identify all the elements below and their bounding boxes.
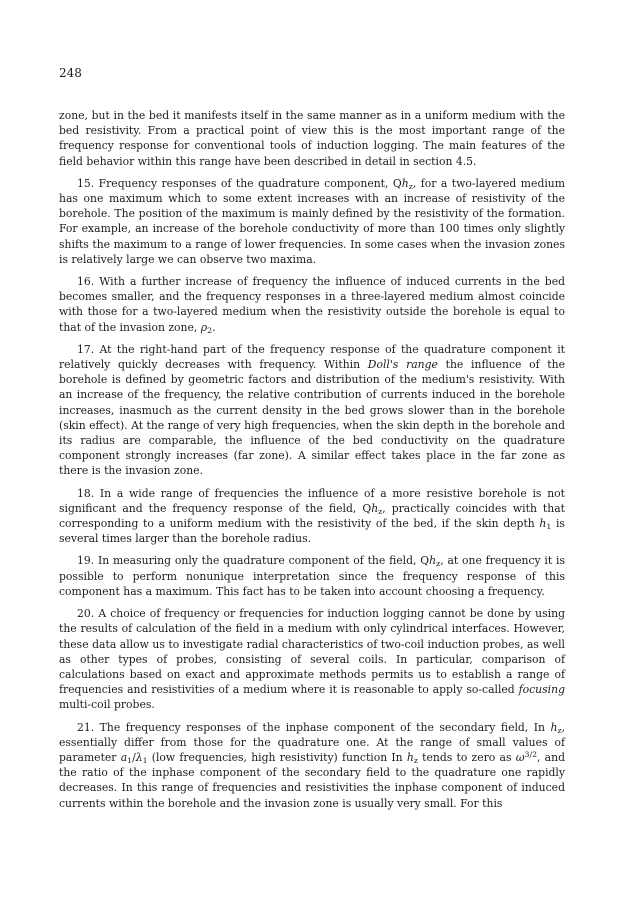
text-run: multi-coil probes.	[59, 698, 155, 712]
text-run: is several times larger than the borehole radius.	[59, 517, 565, 546]
paragraph-number: 21.	[77, 720, 95, 734]
text-run: Frequency responses of the quadrature component, Q	[98, 176, 402, 190]
text-run: , practically coincides with that corresponding to a uniform medium with the resistivity of the bed, if the skin depth	[59, 501, 565, 531]
text-run: In a wide range of frequencies the influence of a more resistive borehole is not significant and the frequency response of the field, Q	[59, 486, 565, 515]
subscript: z	[378, 506, 383, 516]
paragraph-number: 19.	[77, 554, 95, 568]
text-run: (low frequencies, high resistivity) function In	[147, 750, 407, 764]
math-symbol: h	[429, 554, 437, 568]
paragraph-p14-cont	[59, 108, 565, 169]
math-symbol: h	[539, 517, 547, 531]
body-text	[59, 108, 565, 818]
math-symbol: h	[406, 750, 414, 764]
paragraph-number: 18.	[77, 486, 95, 500]
paragraph-p21	[59, 720, 565, 811]
subscript: 1	[127, 755, 133, 765]
text-run: /	[132, 750, 136, 764]
subscript: 2	[207, 325, 213, 335]
text-run: In measuring only the quadrature component of the field, Q	[97, 554, 430, 568]
paragraph-p17	[59, 342, 565, 479]
math-symbol: Doll's range	[367, 358, 438, 372]
paragraph-number: 15.	[77, 176, 95, 190]
text-run: , at one frequency it is possible to perform nonunique interpretation since the frequency response of this component has a maximum. This fact has to be taken into account choosing a frequency.	[59, 554, 565, 598]
math-symbol: h	[550, 720, 558, 734]
math-symbol: h	[401, 176, 409, 190]
superscript: 3/2	[524, 750, 538, 760]
subscript: z	[413, 755, 418, 765]
math-symbol: ρ	[200, 320, 208, 334]
paragraph-number: 20.	[77, 607, 95, 621]
paragraph-p19	[59, 553, 565, 599]
math-symbol: ω	[515, 750, 525, 764]
math-symbol: h	[371, 501, 379, 515]
paragraph-number: 16.	[77, 275, 95, 289]
math-symbol: λ	[135, 750, 143, 764]
paragraph-p18	[59, 486, 565, 547]
text-run: the influence of the borehole is defined by geometric factors and distribution of the medium's resistivity. With an increase of the frequency, the relative contribution of currents induced in the borehole increases, inasmuch as the current density in the bed grows slower than in the borehole (skin effect). At the range of very high frequencies, when the skin depth in the borehole and its radius are comparable, the influence of the bed conductivity on the quadrature component strongly increases (far zone). A similar effect takes place in the far zone as there is the invasion zone.	[59, 358, 565, 478]
subscript: z	[557, 725, 562, 735]
paragraph-number: 17.	[77, 342, 95, 356]
text-run: , and the ratio of the inphase component of the secondary field to the quadrature one rapidly decreases. In this range of frequencies and resistivities the inphase component of induced currents within the borehole and the invasion zone is usually very small. For this	[59, 750, 565, 810]
text-run: .	[212, 320, 216, 334]
paragraph-p20	[59, 606, 565, 712]
page-number: 248	[59, 66, 82, 80]
paragraph-p16	[59, 274, 565, 335]
text-run: A choice of frequency or frequencies for induction logging cannot be done by using the results of calculation of the field in a medium with only cylindrical interfaces. However, these data allow us to investigate radial characteristics of two-coil induction probes, as well as other types of probes, consisting of several coils. In particular, comparison of calculations based on exact and approximate methods permits us to establish a range of frequencies and resistivities of a medium where it is reasonable to apply so-called	[59, 607, 565, 697]
subscript: 1	[546, 522, 552, 532]
text-run: , for a two-layered medium has one maximum which to some extent increases with an increase of resistivity of the borehole. The position of the maximum is mainly defined by the resistivity of the formation. For example, an increase of the borehole conductivity of more than 100 times only slightly shifts the maximum to a range of lower frequencies. In some cases when the invasion zones is relatively large we can observe two maxima.	[59, 176, 565, 266]
subscript: 1	[142, 755, 148, 765]
text-run: At the right-hand part of the frequency response of the quadrature component it relatively quickly decreases with frequency. Within	[59, 342, 566, 372]
text-run: tends to zero as	[417, 750, 516, 764]
paragraph-p15	[59, 176, 565, 267]
text-run: The frequency responses of the inphase component of the secondary field, In	[99, 720, 551, 734]
subscript: z	[436, 559, 441, 569]
text-run: , essentially differ from those for the quadrature one. At the range of small values of parameter	[59, 720, 565, 764]
subscript: z	[408, 181, 413, 191]
text-run: With a further increase of frequency the influence of induced currents in the bed becomes smaller, and the frequency responses in a three-layered medium almost coincide with those for a two-layered medium when the resistivity outside the borehole is equal to that of the invasion zone,	[59, 275, 565, 334]
text-run: zone, but in the bed it manifests itself in the same manner as in a uniform medium with the bed resistivity. From a practical point of view this is the most important range of the frequency response for conventional tools of induction logging. The main features of the field behavior within this range have been described in detail in section 4.5.	[59, 109, 565, 168]
math-symbol: focusing	[518, 683, 565, 697]
math-symbol: a	[120, 750, 128, 764]
